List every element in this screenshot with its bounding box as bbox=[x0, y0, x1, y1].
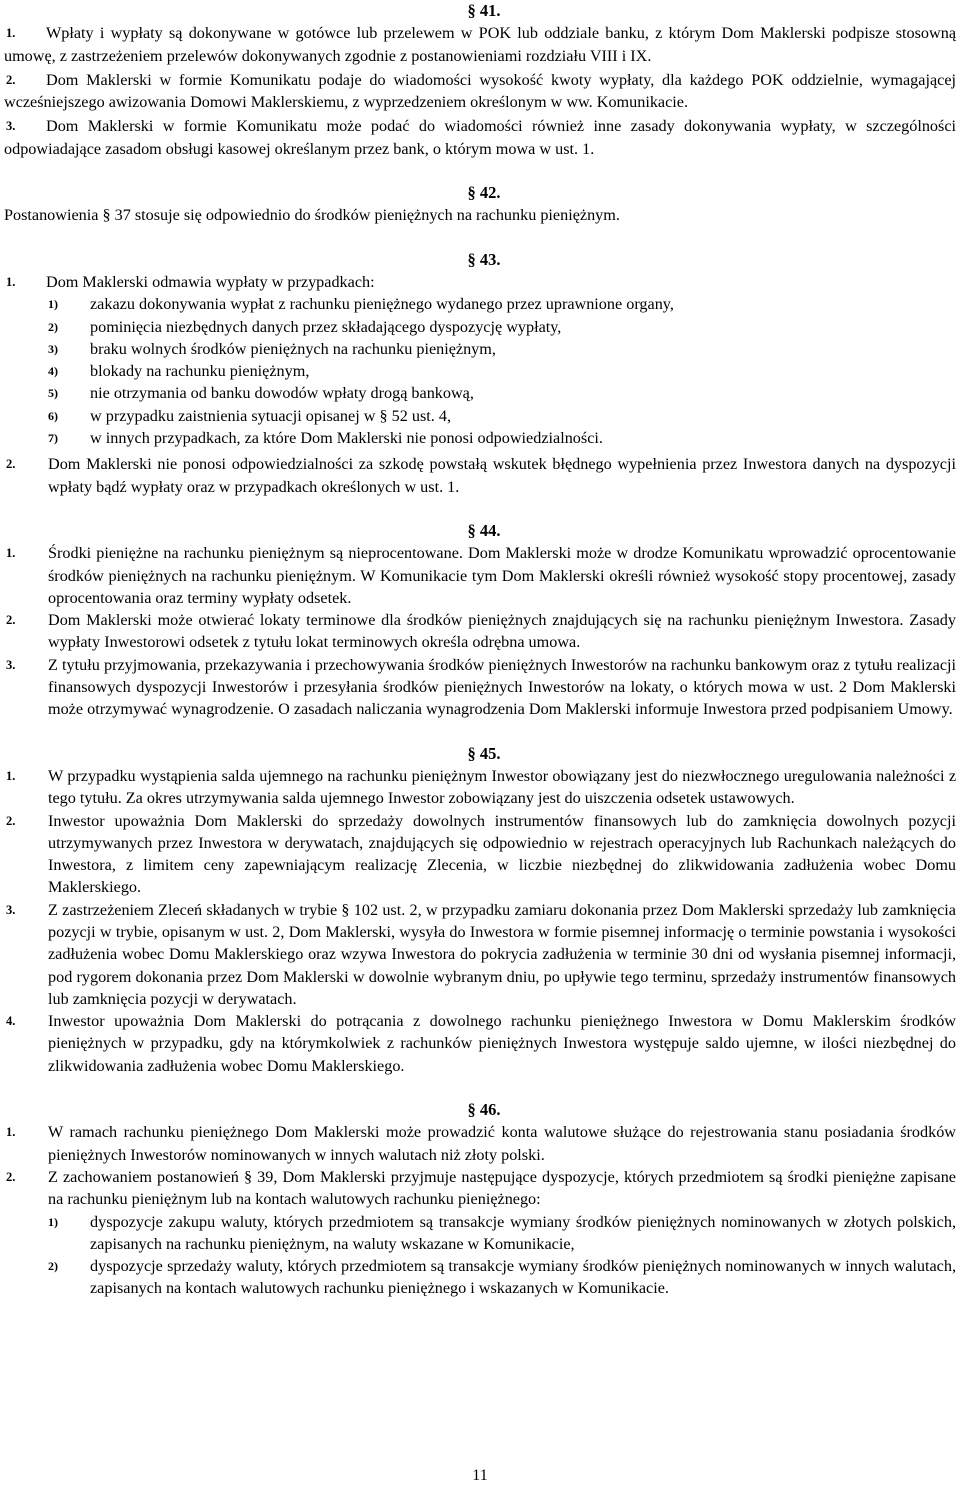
section-44-para-2 bbox=[4, 609, 956, 654]
para-text: Dom Maklerski w formie Komunikatu podaje do wiadomości wysokość kwoty wypłaty, dla każdego POK oddzielnie, wymagającej wcześniejszego awizowania Domowi Maklerskiemu, z wyprzedzeniem określonym w ww. Komunikacie. bbox=[4, 70, 956, 112]
item-text: pominięcia niezbędnych danych przez składającego dyspozycję wypłaty, bbox=[90, 317, 562, 336]
list-item bbox=[4, 360, 956, 382]
item-number: 3) bbox=[48, 341, 58, 356]
section-45-para-4 bbox=[4, 1010, 956, 1077]
para-text: Wpłaty i wypłaty są dokonywane w gotówce lub przelewem w POK lub oddziale banku, z którym Dom Maklerski podpisze stosowną umowę, z zastrzeżeniem przelewów dokonywanych zgodnie z postanowieniami rozdziału VIII i IX. bbox=[4, 24, 956, 65]
list-item bbox=[4, 293, 956, 315]
para-number: 2. bbox=[6, 457, 16, 472]
section-41-para-2 bbox=[4, 69, 956, 114]
para-text: Postanowienia § 37 stosuje się odpowiednio do środków pieniężnych na rachunku pieniężnym. bbox=[4, 206, 620, 225]
item-text: braku wolnych środków pieniężnych na rachunku pieniężnym, bbox=[90, 339, 496, 358]
list-item bbox=[4, 316, 956, 338]
para-text: W ramach rachunku pieniężnego Dom Maklerski może prowadzić konta walutowe służące do rejestrowania stanu posiadania środków pieniężnych Inwestorów nominowanych w innych walutach niż złoty polski. bbox=[48, 1123, 956, 1164]
para-text: Z tytułu przyjmowania, przekazywania i przechowywania środków pieniężnych Inwestorów na rachunku bankowym oraz z tytułu realizacji finansowych dyspozycji Inwestorów i przesyłania środków pieniężnych Inwestorów na lokaty, o których mowa w ust. 2 Dom Maklerski może otrzymywać wynagrodzenie. O zasadach naliczania wynagrodzenia Dom Maklerski informuje Inwestora przed podpisaniem Umowy. bbox=[48, 655, 956, 719]
section-41-para-1 bbox=[4, 22, 956, 67]
item-text: zakazu dokonywania wypłat z rachunku pieniężnego wydanego przez uprawnione organy, bbox=[90, 295, 674, 314]
section-46-para-1 bbox=[4, 1121, 956, 1166]
para-number: 2. bbox=[6, 1169, 16, 1184]
section-45-para-2 bbox=[4, 810, 956, 899]
para-number: 2. bbox=[6, 613, 16, 628]
item-number: 6) bbox=[48, 408, 58, 423]
section-46-title: § 46. bbox=[467, 1100, 501, 1120]
section-44-para-1 bbox=[4, 542, 956, 609]
item-text: w innych przypadkach, za które Dom Maklerski nie ponosi odpowiedzialności. bbox=[90, 429, 603, 448]
para-text: Dom Maklerski nie ponosi odpowiedzialności za szkodę powstałą wskutek błędnego wypełnienia przez Inwestora danych na dyspozycji wpłaty bądź wypłaty oraz w przypadkach określonych w ust. 1. bbox=[48, 455, 956, 496]
para-text: Dom Maklerski odmawia wypłaty w przypadkach: bbox=[46, 272, 375, 291]
para-number: 1. bbox=[6, 26, 16, 41]
para-number: 1. bbox=[6, 546, 16, 561]
list-item bbox=[4, 405, 956, 427]
section-43-para-2 bbox=[4, 453, 956, 498]
item-number: 1) bbox=[48, 297, 58, 312]
para-text: Z zachowaniem postanowień § 39, Dom Maklerski przyjmuje następujące dyspozycje, których przedmiotem są środki pieniężne zapisane na rachunku pieniężnym lub na kontach walutowych rachunku pieniężnego: bbox=[48, 1167, 956, 1209]
item-number: 2) bbox=[48, 319, 58, 334]
para-text: Inwestor upoważnia Dom Maklerski do potrącania z dowolnego rachunku pieniężnego Inwestora w Domu Maklerskim środków pieniężnych w przypadku, gdy na którymkolwiek z rachunków pieniężnych Inwestora występuje saldo ujemne, w ilości niezbędnej do zlikwidowania zadłużenia wobec Domu Maklerskiego. bbox=[48, 1012, 956, 1075]
section-43-title: § 43. bbox=[467, 249, 501, 269]
item-number: 7) bbox=[48, 431, 58, 446]
item-number: 5) bbox=[48, 386, 58, 401]
para-text: Środki pieniężne na rachunku pieniężnym są nieprocentowane. Dom Maklerski może w drodze Komunikatu wprowadzić oprocentowanie środków pieniężnych na rachunku pieniężnym. W Komunikacie tym Dom Maklerski określi również wysokość stopy procentowej, zasady oprocentowania oraz terminy wypłaty odsetek. bbox=[48, 544, 956, 607]
para-text: W przypadku wystąpienia salda ujemnego na rachunku pieniężnym Inwestor obowiązany jest do niezwłocznego uregulowania należności z tego tytułu. Za okres utrzymywania salda ujemnego Inwestor zobowiązany jest do uiszczenia odsetek ustawowych. bbox=[48, 766, 956, 808]
section-44-para-3 bbox=[4, 654, 956, 721]
item-text: blokady na rachunku pieniężnym, bbox=[90, 362, 310, 381]
list-item bbox=[4, 427, 956, 449]
list-item bbox=[4, 1255, 956, 1300]
para-number: 3. bbox=[6, 657, 16, 672]
item-text: dyspozycje sprzedaży waluty, których przedmiotem są transakcje wymiany środków pieniężnych nominowanych w innych walutach, zapisanych na kontach walutowych rachunku pieniężnego i wskazanych w Komunikacie. bbox=[90, 1257, 956, 1298]
list-item bbox=[4, 1211, 956, 1256]
section-45-para-3 bbox=[4, 899, 956, 1010]
page-number: 11 bbox=[472, 1467, 488, 1484]
para-number: 1. bbox=[6, 274, 16, 289]
para-number: 3. bbox=[6, 902, 16, 917]
para-number: 1. bbox=[6, 768, 16, 783]
item-number: 2) bbox=[48, 1259, 58, 1274]
section-45-title: § 45. bbox=[467, 743, 501, 763]
section-46-para-2 bbox=[4, 1166, 956, 1211]
item-number: 4) bbox=[48, 364, 58, 379]
list-item bbox=[4, 382, 956, 404]
document-page bbox=[4, 0, 956, 1300]
item-text: w przypadku zaistnienia sytuacji opisanej w § 52 ust. 4, bbox=[90, 406, 451, 425]
item-text: nie otrzymania od banku dowodów wpłaty drogą bankową, bbox=[90, 384, 474, 403]
para-number: 3. bbox=[6, 119, 16, 134]
section-41-title: § 41. bbox=[467, 1, 501, 20]
para-number: 2. bbox=[6, 72, 16, 87]
section-42-para-1 bbox=[4, 204, 956, 226]
item-text: dyspozycje zakupu waluty, których przedmiotem są transakcje wymiany środków pieniężnych nominowanych w złotych polskich, zapisanych na rachunku pieniężnym, na waluty wskazane w Komunikacie, bbox=[90, 1212, 956, 1253]
section-41-para-3 bbox=[4, 115, 956, 160]
para-text: Z zastrzeżeniem Zleceń składanych w trybie § 102 ust. 2, w przypadku zamiaru dokonania przez Dom Maklerski sprzedaży lub zamknięcia pozycji w trybie, opisanym w ust. 2, Dom Maklerski, wysyła do Inwestora w formie pisemnej informację o terminie powstania i wysokości zadłużenia wobec Domu Maklerskiego oraz wzywa Inwestora do pokrycia zadłużenia w terminie 30 dni od wysłania pisemnej informacji, pod rygorem dokonania przez Dom Maklerski w dowolnie wybranym dniu, po upływie tego terminu, sprzedaży instrumentów finansowych lub zamknięcia pozycji w derywatach. bbox=[48, 900, 956, 1008]
section-44-title: § 44. bbox=[467, 520, 501, 540]
section-42-title: § 42. bbox=[467, 183, 501, 203]
para-text: Dom Maklerski w formie Komunikatu może podać do wiadomości również inne zasady dokonywania wypłaty, w szczególności odpowiadające zasadom obsługi kasowej określanym przez bank, o którym mowa w ust. 1. bbox=[4, 117, 956, 158]
section-43-para-1 bbox=[4, 271, 956, 293]
para-number: 1. bbox=[6, 1125, 16, 1140]
para-text: Dom Maklerski może otwierać lokaty terminowe dla środków pieniężnych znajdujących się na rachunku pieniężnym Inwestora. Zasady wypłaty Inwestorowi odsetek z tytułu lokat terminowych określa odrębna umowa. bbox=[48, 611, 956, 652]
para-text: Inwestor upoważnia Dom Maklerski do sprzedaży dowolnych instrumentów finansowych lub do zamknięcia dowolnych pozycji utrzymywanych przez Inwestora w derywatach, znajdujących się odpowiednio w rejestrach operacyjnych lub Rachunkach należących do Inwestora, z limitem ceny zapewniającym realizację Zlecenia, w liczbie niezbędnej do zlikwidowania zadłużenia wobec Domu Maklerskiego. bbox=[48, 811, 956, 897]
section-45-para-1 bbox=[4, 765, 956, 810]
list-item bbox=[4, 338, 956, 360]
item-number: 1) bbox=[48, 1214, 58, 1229]
para-number: 4. bbox=[6, 1014, 16, 1029]
para-number: 2. bbox=[6, 813, 16, 828]
